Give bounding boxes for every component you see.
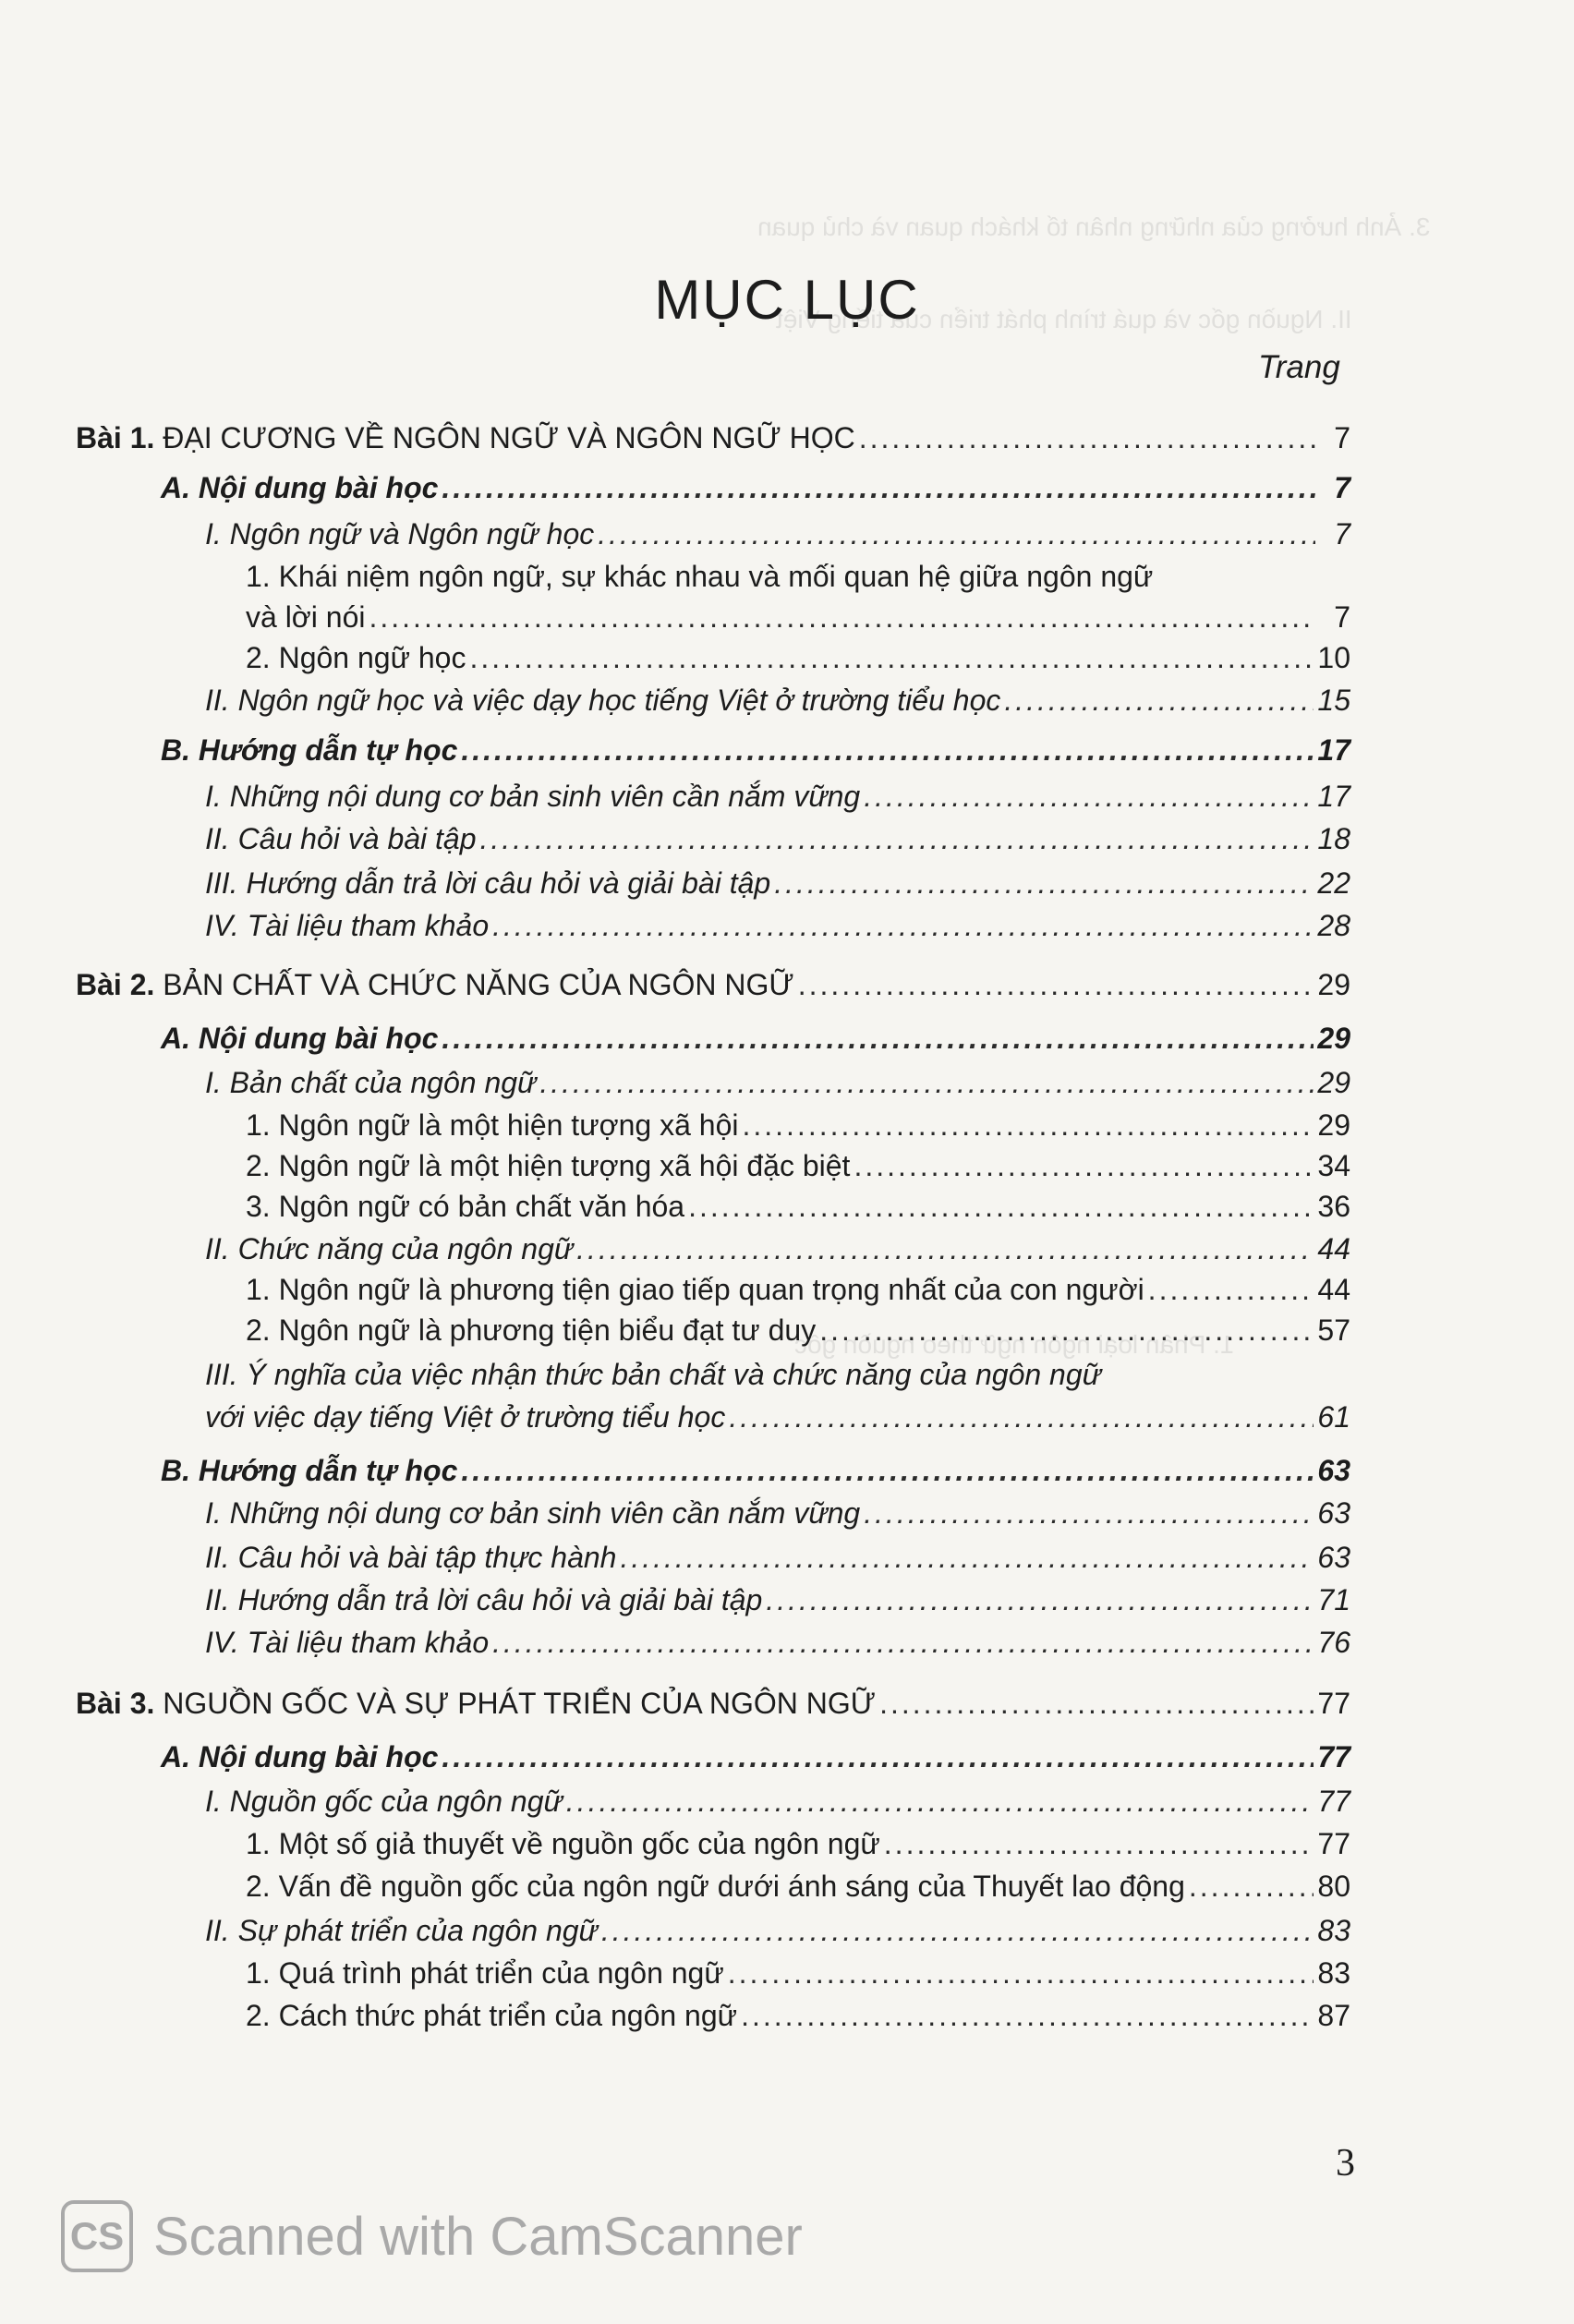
- page-number: 15: [1317, 684, 1350, 717]
- section-label: A. Nội dung bài học: [161, 1022, 439, 1055]
- page-number: 44: [1317, 1273, 1350, 1306]
- toc-subsection-line[interactable]: III. Ý nghĩa của việc nhận thức bản chất và chức năng của ngôn ngữ: [205, 1358, 1101, 1391]
- page-number: 63: [1317, 1496, 1350, 1530]
- page-number: 17: [1317, 780, 1350, 813]
- dot-leader: [492, 905, 1314, 946]
- toc-subsection[interactable]: [205, 1229, 1350, 1269]
- page-number: 29: [1317, 968, 1350, 1001]
- item-label: 1. Một số giả thuyết về nguồn gốc của ngôn ngữ: [246, 1827, 880, 1860]
- toc-subsection[interactable]: [205, 1537, 1350, 1578]
- page-number: 36: [1317, 1190, 1350, 1223]
- subsection-label: III. Hướng dẫn trả lời câu hỏi và giải bài tập: [205, 866, 771, 900]
- page-number: 18: [1317, 822, 1350, 855]
- dot-leader: [728, 1953, 1314, 1993]
- subsection-label: I. Ngôn ngữ và Ngôn ngữ học: [205, 517, 595, 551]
- dot-leader: [480, 818, 1314, 859]
- page-number: 76: [1317, 1626, 1350, 1659]
- section-label: A. Nội dung bài học: [161, 1740, 439, 1773]
- page-number: 29: [1317, 1108, 1350, 1142]
- item-label: 2. Ngôn ngữ học: [246, 641, 466, 674]
- item-label: 2. Ngôn ngữ là một hiện tượng xã hội đặc biệt: [246, 1149, 851, 1182]
- page-number: 83: [1317, 1956, 1350, 1990]
- toc-item[interactable]: [246, 597, 1350, 637]
- dot-leader: [859, 418, 1315, 458]
- toc-section[interactable]: [161, 1737, 1350, 1777]
- dot-leader: [601, 1910, 1314, 1951]
- show-through-text: 1. Phân loại ngôn ngữ theo nguồn gốc: [794, 1330, 1235, 1359]
- toc-subsection[interactable]: [205, 863, 1350, 903]
- chapter-title: ĐẠI CƯƠNG VỀ NGÔN NGỮ VÀ NGÔN NGỮ HỌC: [154, 421, 855, 454]
- dot-leader: [442, 1018, 1314, 1059]
- toc-subsection[interactable]: [205, 680, 1350, 720]
- toc-subsection[interactable]: [205, 905, 1350, 946]
- dot-leader: [688, 1186, 1314, 1227]
- chapter-title: NGUỒN GỐC VÀ SỰ PHÁT TRIỂN CỦA NGÔN NGỮ: [154, 1687, 877, 1720]
- dot-leader: [798, 964, 1314, 1005]
- dot-leader: [620, 1537, 1314, 1578]
- subsection-label: II. Chức năng của ngôn ngữ: [205, 1232, 574, 1265]
- toc-section[interactable]: [161, 730, 1350, 770]
- subsection-label: II. Ngôn ngữ học và việc dạy học tiếng Việt ở trường tiểu học: [205, 684, 1001, 717]
- toc-section[interactable]: [161, 1450, 1350, 1491]
- toc-item[interactable]: [246, 1866, 1350, 1906]
- show-through-text: II. Nguồn gốc và quá trình phát triển của tiếng Việt: [776, 305, 1352, 333]
- page-number: 17: [1317, 733, 1350, 767]
- subsection-label: II. Hướng dẫn trả lời câu hỏi và giải bài tập: [205, 1583, 763, 1616]
- toc-item[interactable]: [246, 1823, 1350, 1864]
- page-title: MỤC LỤC: [654, 269, 920, 332]
- page-number: 7: [1334, 421, 1350, 454]
- dot-leader: [442, 1737, 1314, 1777]
- page-number-footer: 3: [1336, 2142, 1355, 2185]
- page-number: 71: [1317, 1583, 1350, 1616]
- subsection-label: IV. Tài liệu tham khảo: [205, 1626, 490, 1659]
- toc-item-line[interactable]: 1. Khái niệm ngôn ngữ, sự khác nhau và mối quan hệ giữa ngôn ngữ: [246, 560, 1154, 593]
- dot-leader: [539, 1062, 1314, 1103]
- page-number: 77: [1317, 1740, 1350, 1773]
- dot-leader: [576, 1229, 1314, 1269]
- subsection-label: I. Bản chất của ngôn ngữ: [205, 1066, 537, 1099]
- dot-leader: [369, 597, 1315, 637]
- page-number: 63: [1317, 1541, 1350, 1574]
- page-number: 28: [1317, 909, 1350, 942]
- toc-item[interactable]: [246, 1186, 1350, 1227]
- dot-leader: [729, 1397, 1314, 1437]
- page-number: 44: [1317, 1232, 1350, 1265]
- dot-leader: [879, 1683, 1314, 1724]
- page-number: 63: [1317, 1454, 1350, 1487]
- toc-subsection[interactable]: [205, 1580, 1350, 1620]
- item-label: 1. Quá trình phát triển của ngôn ngữ: [246, 1956, 724, 1990]
- dot-leader: [864, 1493, 1314, 1533]
- dot-leader: [819, 1310, 1314, 1350]
- toc-subsection[interactable]: [205, 818, 1350, 859]
- dot-leader: [742, 1105, 1314, 1145]
- item-label: 2. Vấn đề nguồn gốc của ngôn ngữ dưới ánh sáng của Thuyết lao động: [246, 1870, 1185, 1903]
- toc-subsection[interactable]: [205, 1062, 1350, 1103]
- page-number: 34: [1317, 1149, 1350, 1182]
- item-label: 1. Ngôn ngữ là một hiện tượng xã hội: [246, 1108, 739, 1142]
- toc-subsection[interactable]: [205, 1781, 1350, 1822]
- dot-leader: [854, 1145, 1314, 1186]
- dot-leader: [1148, 1269, 1314, 1310]
- subsection-label: II. Câu hỏi và bài tập: [205, 822, 477, 855]
- chapter-number: Bài 1.: [76, 421, 155, 454]
- dot-leader: [774, 863, 1314, 903]
- page-number: 7: [1334, 600, 1350, 634]
- section-label: B. Hướng dẫn tự học: [161, 733, 458, 767]
- chapter-title: BẢN CHẤT VÀ CHỨC NĂNG CỦA NGÔN NGỮ: [154, 968, 794, 1001]
- toc-item[interactable]: [246, 1310, 1350, 1350]
- toc-item[interactable]: [246, 637, 1350, 678]
- page-number: 77: [1317, 1785, 1350, 1818]
- item-label: 2. Ngôn ngữ là phương tiện biểu đạt tư duy: [246, 1313, 817, 1347]
- toc-item[interactable]: [246, 1145, 1350, 1186]
- subsection-label: I. Những nội dung cơ bản sinh viên cần nắm vững: [205, 780, 861, 813]
- page-column-label: Trang: [1258, 349, 1340, 385]
- dot-leader: [492, 1622, 1314, 1663]
- toc-section[interactable]: [161, 1018, 1350, 1059]
- toc-subsection[interactable]: [205, 776, 1350, 817]
- page-number: 83: [1317, 1914, 1350, 1947]
- dot-leader: [1004, 680, 1314, 720]
- page-number: 57: [1317, 1313, 1350, 1347]
- page-number: 77: [1317, 1687, 1350, 1720]
- toc-chapter-1[interactable]: [76, 418, 1350, 458]
- subsection-label: IV. Tài liệu tham khảo: [205, 909, 490, 942]
- dot-leader: [1189, 1866, 1314, 1906]
- page-number: 87: [1317, 1999, 1350, 2032]
- item-label: 2. Cách thức phát triển của ngôn ngữ: [246, 1999, 738, 2032]
- show-through-text: 3. Ảnh hưởng của những nhân tố khách quan và chủ quan: [757, 212, 1431, 241]
- toc-subsection[interactable]: [205, 1622, 1350, 1663]
- page-number: 77: [1317, 1827, 1350, 1860]
- page-number: 10: [1317, 641, 1350, 674]
- section-label: B. Hướng dẫn tự học: [161, 1454, 458, 1487]
- subsection-label: I. Nguồn gốc của ngôn ngữ: [205, 1785, 563, 1818]
- dot-leader: [442, 467, 1315, 508]
- toc-subsection[interactable]: [205, 1910, 1350, 1951]
- dot-leader: [741, 1995, 1314, 2036]
- chapter-number: Bài 3.: [76, 1687, 155, 1720]
- subsection-label: II. Câu hỏi và bài tập thực hành: [205, 1541, 617, 1574]
- toc-item[interactable]: [246, 1269, 1350, 1310]
- chapter-number: Bài 2.: [76, 968, 155, 1001]
- toc-item[interactable]: [246, 1953, 1350, 1993]
- page-number: 7: [1334, 517, 1350, 551]
- camscanner-logo-icon: CS: [61, 2200, 133, 2272]
- page-number: 29: [1317, 1022, 1350, 1055]
- scanner-watermark: Scanned with CamScanner: [153, 2207, 803, 2267]
- toc-chapter-2[interactable]: [76, 964, 1350, 1005]
- subsection-label: II. Sự phát triển của ngôn ngữ: [205, 1914, 598, 1947]
- dot-leader: [864, 776, 1314, 817]
- item-label: và lời nói: [246, 600, 366, 634]
- item-label: 1. Ngôn ngữ là phương tiện giao tiếp quan trọng nhất của con người: [246, 1273, 1144, 1306]
- toc-chapter-3[interactable]: [76, 1683, 1350, 1724]
- dot-leader: [566, 1781, 1314, 1822]
- toc-subsection[interactable]: [205, 1493, 1350, 1533]
- subsection-label: với việc dạy tiếng Việt ở trường tiểu học: [205, 1400, 726, 1434]
- toc-item[interactable]: [246, 1105, 1350, 1145]
- dot-leader: [884, 1823, 1314, 1864]
- dot-leader: [461, 730, 1314, 770]
- section-label: A. Nội dung bài học: [161, 471, 439, 504]
- page-number: 29: [1317, 1066, 1350, 1099]
- dot-leader: [766, 1580, 1314, 1620]
- dot-leader: [469, 637, 1314, 678]
- toc-section[interactable]: [161, 467, 1350, 508]
- toc-item[interactable]: [246, 1995, 1350, 2036]
- page-number: 80: [1317, 1870, 1350, 1903]
- page-number: 22: [1317, 866, 1350, 900]
- dot-leader: [461, 1450, 1314, 1491]
- toc-subsection[interactable]: [205, 1397, 1350, 1437]
- subsection-label: I. Những nội dung cơ bản sinh viên cần nắm vững: [205, 1496, 861, 1530]
- page-number: 61: [1317, 1400, 1350, 1434]
- item-label: 3. Ngôn ngữ có bản chất văn hóa: [246, 1190, 685, 1223]
- toc-subsection[interactable]: [205, 514, 1350, 554]
- page-number: 7: [1334, 471, 1350, 504]
- dot-leader: [598, 514, 1315, 554]
